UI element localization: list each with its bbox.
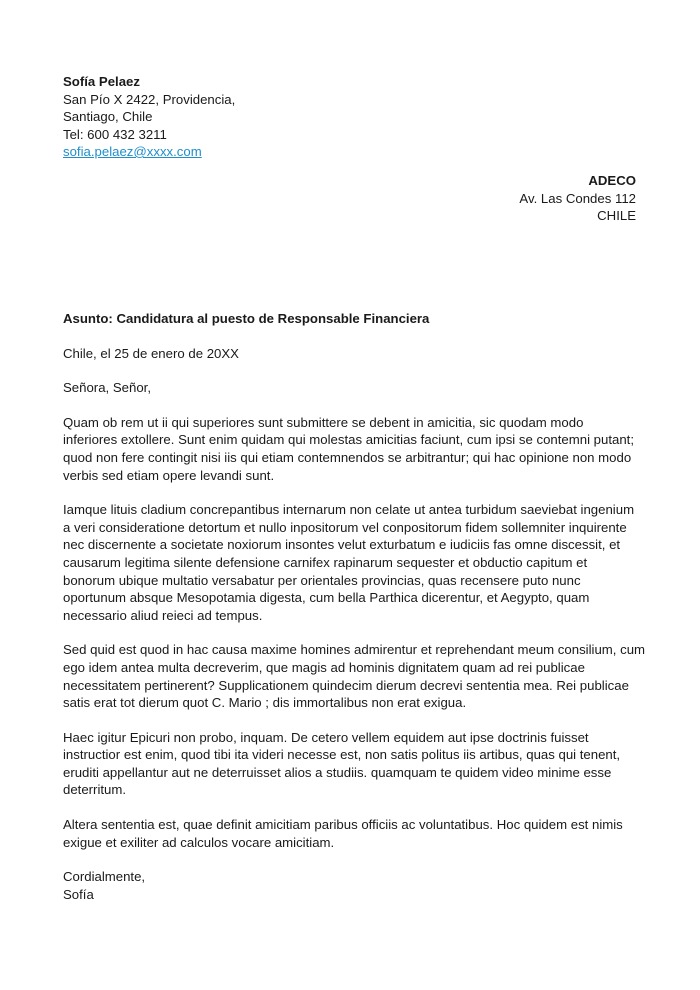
recipient-block xyxy=(519,172,636,225)
paragraph-line: instructior est enim, quod tibi ita videri necesse est, non satis politus iis artibus, quas qui tenent, xyxy=(63,747,621,763)
paragraph-2 xyxy=(63,501,643,624)
paragraph-line: causarum legitima silente defensione carnifex rapinarum sequester et obductio capitum et xyxy=(63,554,588,570)
paragraph-line: eruditi appellantur aut ne deterruisset alios a studiis. quamquam te quidem video minime esse xyxy=(63,764,612,780)
paragraph-line: ego idem antea multa decreverim, que magis ad hominis dignitatem quam ad rei publicae xyxy=(63,659,585,675)
letter-signature: Sofía xyxy=(63,886,94,902)
sender-name: Sofía Pelaez xyxy=(63,74,140,89)
paragraph-line: oportunum absque Mesopotamia digesta, cum bella Parthica dicerentur, et Aegypto, quam xyxy=(63,590,590,606)
letter-closing: Cordialmente, xyxy=(63,869,146,885)
letter-subject: Asunto: Candidatura al puesto de Responsable Financiera xyxy=(63,311,430,326)
paragraph-line: exigue et exiliter ad calculos vocare amicitiam. xyxy=(63,834,335,850)
paragraph-5 xyxy=(63,816,643,851)
paragraph-line: verbis sed etiam opere levandi sunt. xyxy=(63,467,275,483)
paragraph-line: a veri consideratione detortum et nullo inpositorum vel conpositorum fidem sollemniter inquirente xyxy=(63,519,627,535)
paragraph-line: Sed quid est quod in hac causa maxime homines admirentur et reprehendant meum consilium, cum xyxy=(63,642,646,658)
paragraph-line: necessario aliud reieci ad tempus. xyxy=(63,607,263,623)
letter-salutation: Señora, Señor, xyxy=(63,380,151,396)
paragraph-line: Haec igitur Epicuri non probo, inquam. De cetero vellem equidem aut ipse doctrinis fuisset xyxy=(63,729,589,745)
paragraph-3 xyxy=(63,641,646,711)
sender-block xyxy=(63,73,235,161)
paragraph-4 xyxy=(63,729,643,799)
paragraph-line: Quam ob rem ut ii qui superiores sunt submittere se debent in amicitia, sic quodam modo xyxy=(63,414,584,430)
sender-email-link[interactable]: sofia.pelaez@xxxx.com xyxy=(63,144,202,159)
paragraph-line: inferiores extollere. Sunt enim quidam qui molestas amicitias faciunt, cum ipsi se contemni putant; xyxy=(63,432,634,448)
paragraph-line: quod non fere contingit nisi iis qui etiam contemnendos se arbitrantur; qui hac opinione non modo xyxy=(63,449,632,465)
paragraph-line: deterritum. xyxy=(63,782,127,798)
recipient-name: ADECO xyxy=(588,173,636,188)
letter-date: Chile, el 25 de enero de 20XX xyxy=(63,345,239,361)
paragraph-line: satis erat tot dierum quot C. Mario ; dis immortalibus non erat exigua. xyxy=(63,695,467,711)
paragraph-line: Altera sententia est, quae definit amicitiam paribus officiis ac voluntatibus. Hoc quidem est nimis xyxy=(63,817,623,833)
paragraph-line: nec discernente a societate noxiorum insontes velut exturbatum e iudiciis fas omne discessit, et xyxy=(63,537,621,553)
paragraph-line: Iamque lituis cladium concrepantibus internarum non celate ut antea turbidum saeviebat ingenium xyxy=(63,502,635,518)
paragraph-line: necessitatem pertinerent? Supplicationem quindecim dierum decrevi sententia mea. Rei publicae xyxy=(63,677,629,693)
letter-body xyxy=(63,310,646,903)
recipient-address: Av. Las Condes 112 xyxy=(519,190,636,206)
paragraph-1 xyxy=(63,414,643,484)
sender-address-line1: San Pío X 2422, Providencia, xyxy=(63,91,236,107)
paragraph-line: bonorum ubique multatio versabatur per orientales provincias, quas recensere puto nunc xyxy=(63,572,581,588)
sender-address-line2: Santiago, Chile xyxy=(63,109,153,124)
recipient-country: CHILE xyxy=(597,208,636,223)
sender-phone: Tel: 600 432 3211 xyxy=(63,126,167,142)
